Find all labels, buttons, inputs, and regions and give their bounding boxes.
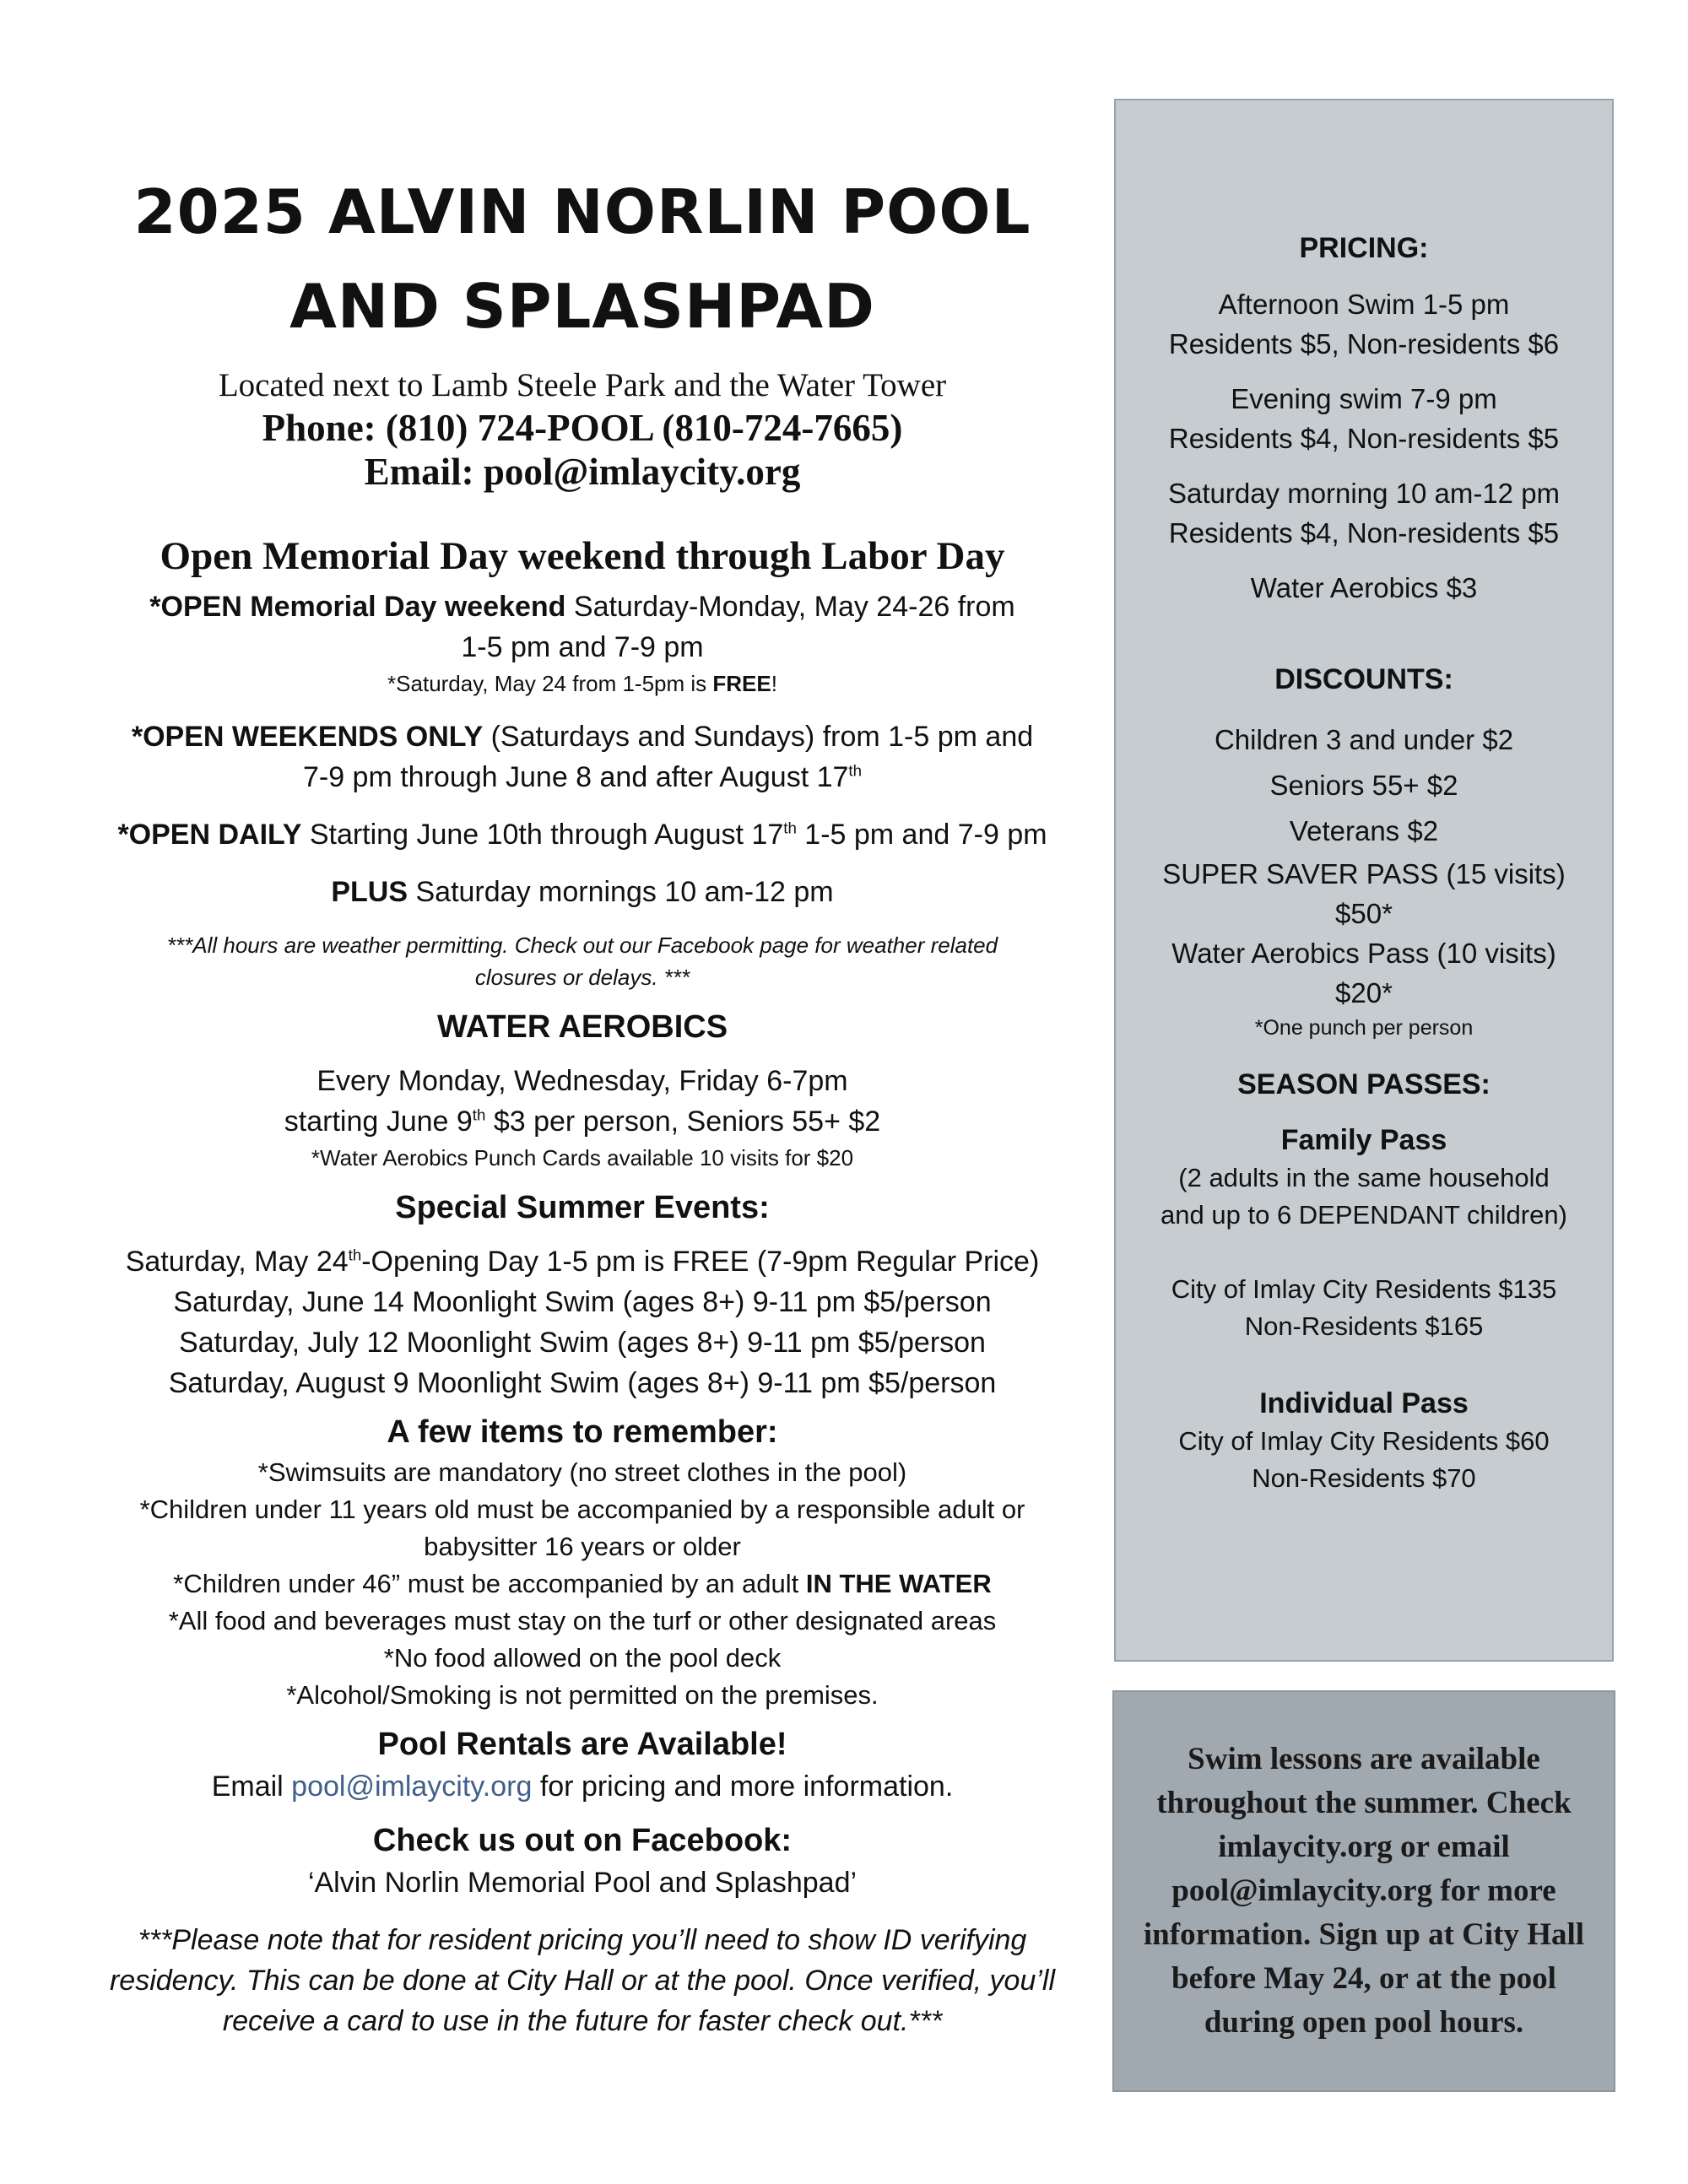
rule-1: *Swimsuits are mandatory (no street clothes in the pool) — [257, 1457, 907, 1487]
plus-rest: Saturday mornings 10 am-12 pm — [408, 876, 834, 908]
price-saturday-label: Saturday morning 10 am-12 pm — [1167, 478, 1561, 509]
price-afternoon-label: Afternoon Swim 1-5 pm — [1218, 289, 1510, 320]
daily-rest-a: Starting June 10th through August 17 — [301, 819, 784, 851]
free-note — [93, 668, 1072, 700]
weekends-line2: 7-9 pm through June 8 and after August 17 — [302, 761, 849, 793]
rentals-text-a: Email — [211, 1770, 292, 1803]
aerobics-heading: WATER AEROBICS — [436, 1009, 728, 1045]
family-resident-price: City of Imlay City Residents $135 — [1171, 1274, 1557, 1304]
event-1-sup: th — [348, 1246, 362, 1264]
location-text: Located next to Lamb Steele Park and the Water Tower — [218, 367, 947, 403]
aerobics-text — [93, 1061, 1072, 1142]
discount-list — [1116, 717, 1612, 854]
main-column — [93, 165, 1072, 2041]
discount-children: Children 3 and under $2 — [1214, 724, 1514, 755]
price-evening-rates: Residents $4, Non-residents $5 — [1168, 423, 1560, 454]
daily-bold: *OPEN DAILY — [117, 819, 302, 851]
page-title — [93, 165, 1072, 354]
rule-2: *Children under 11 years old must be accompanied by a responsible adult or — [139, 1495, 1025, 1524]
plus-text — [93, 872, 1072, 912]
family-pass-prices — [1116, 1271, 1612, 1345]
rule-4: *All food and beverages must stay on the turf or other designated areas — [168, 1606, 997, 1635]
price-aerobics: Water Aerobics $3 — [1250, 572, 1478, 603]
free-note-a: *Saturday, May 24 from 1-5pm is — [387, 671, 713, 696]
residency-line-3: receive a card to use in the future for faster check out.*** — [222, 2005, 943, 2037]
facebook-page: ‘Alvin Norlin Memorial Pool and Splashpad’ — [307, 1867, 858, 1899]
aerobics-line-1: Every Monday, Wednesday, Friday 6-7pm — [316, 1065, 848, 1097]
residency-line-2: residency. This can be done at City Hall or at the pool. Once verified, you’ll — [109, 1965, 1056, 1997]
event-2: Saturday, June 14 Moonlight Swim (ages 8+) 9-11 pm $5/person — [173, 1286, 992, 1318]
swim-lessons-box — [1112, 1690, 1615, 2092]
rules-heading: A few items to remember: — [387, 1414, 778, 1450]
rentals-text — [93, 1766, 1072, 1807]
phone-text: Phone: (810) 724-POOL (810-724-7665) — [262, 407, 903, 449]
price-afternoon — [1116, 284, 1612, 364]
rules-list — [93, 1454, 1072, 1714]
daily-text — [93, 814, 1072, 855]
weekends-bold: *OPEN WEEKENDS ONLY — [131, 721, 484, 753]
discount-seniors: Seniors 55+ $2 — [1269, 770, 1458, 801]
family-pass-details — [1116, 1160, 1612, 1234]
price-afternoon-rates: Residents $5, Non-residents $6 — [1168, 328, 1560, 359]
rule-3-bold: IN THE WATER — [805, 1569, 992, 1598]
pricing-sidebar — [1114, 99, 1614, 1662]
weather-line-2: closures or delays. *** — [474, 965, 690, 990]
free-note-bold: FREE — [712, 671, 771, 696]
weekends-rest: (Saturdays and Sundays) from 1-5 pm and — [483, 721, 1034, 753]
aerobics-line-2a: starting June 9 — [284, 1106, 473, 1138]
title-line-2: AND SPLASHPAD — [289, 271, 875, 342]
individual-pass-prices — [1116, 1423, 1612, 1497]
aerobics-pass-price: $20* — [1335, 977, 1393, 1008]
memorial-bold: *OPEN Memorial Day weekend — [149, 591, 566, 623]
family-pass-heading: Family Pass — [1280, 1124, 1447, 1156]
family-line-2: and up to 6 DEPENDANT children) — [1160, 1200, 1567, 1230]
event-1b: -Opening Day 1-5 pm is FREE (7-9pm Regular Price) — [361, 1246, 1040, 1278]
event-4: Saturday, August 9 Moonlight Swim (ages 8+) 9-11 pm $5/person — [168, 1367, 997, 1399]
email-text: Email: pool@imlaycity.org — [364, 451, 801, 493]
plus-bold: PLUS — [331, 876, 408, 908]
free-note-b: ! — [771, 671, 777, 696]
season-heading: Open Memorial Day weekend through Labor Day — [160, 534, 1005, 578]
punch-note: *One punch per person — [1254, 1016, 1474, 1040]
individual-nonresident-price: Non-Residents $70 — [1252, 1463, 1476, 1493]
weather-note — [93, 929, 1072, 993]
price-evening — [1116, 379, 1612, 458]
swim-lessons-text: Swim lessons are available throughout the summer. Check imlaycity.org or email pool@imlaycity.org for more information. Sign up at City Hall before May 24, or at the pool during open pool hours. — [1143, 1742, 1585, 2040]
price-saturday-rates: Residents $4, Non-residents $5 — [1168, 517, 1560, 549]
discounts-heading: DISCOUNTS: — [1274, 663, 1453, 695]
individual-pass-heading: Individual Pass — [1259, 1387, 1469, 1419]
memorial-rest: Saturday-Monday, May 24-26 from — [565, 591, 1015, 623]
rentals-text-b: for pricing and more information. — [532, 1770, 954, 1803]
rule-2b: babysitter 16 years or older — [424, 1532, 741, 1561]
weather-line-1: ***All hours are weather permitting. Check out our Facebook page for weather related — [166, 933, 998, 958]
individual-resident-price: City of Imlay City Residents $60 — [1178, 1426, 1550, 1456]
daily-rest-b: 1-5 pm and 7-9 pm — [796, 819, 1047, 851]
residency-line-1: ***Please note that for resident pricing you’ll need to show ID verifying — [138, 1924, 1027, 1956]
price-saturday — [1116, 473, 1612, 553]
aerobics-sup: th — [472, 1106, 486, 1124]
event-3: Saturday, July 12 Moonlight Swim (ages 8+) 9-11 pm $5/person — [179, 1327, 986, 1359]
discount-passes — [1116, 854, 1612, 1013]
aerobics-punch: *Water Aerobics Punch Cards available 10 visits for $20 — [311, 1145, 854, 1170]
memorial-weekend-text — [93, 587, 1072, 668]
facebook-heading: Check us out on Facebook: — [372, 1823, 793, 1858]
events-list — [93, 1241, 1072, 1403]
aerobics-line-2b: $3 per person, Seniors 55+ $2 — [485, 1106, 881, 1138]
weekends-text — [93, 716, 1072, 797]
rule-3: *Children under 46” must be accompanied by an adult — [173, 1569, 806, 1598]
weekends-sup: th — [848, 761, 863, 780]
price-evening-label: Evening swim 7-9 pm — [1231, 383, 1497, 414]
super-saver-label: SUPER SAVER PASS (15 visits) — [1162, 858, 1566, 889]
aerobics-pass-label: Water Aerobics Pass (10 visits) — [1171, 938, 1556, 969]
event-1a: Saturday, May 24 — [125, 1246, 349, 1278]
discount-veterans: Veterans $2 — [1289, 815, 1439, 846]
season-passes-heading: SEASON PASSES: — [1237, 1068, 1491, 1100]
residency-note — [93, 1920, 1072, 2041]
rule-5: *No food allowed on the pool deck — [383, 1643, 782, 1673]
title-line-1: 2025 ALVIN NORLIN POOL — [133, 176, 1031, 247]
rentals-heading: Pool Rentals are Available! — [377, 1727, 787, 1762]
pricing-heading: PRICING: — [1299, 232, 1429, 264]
family-line-1: (2 adults in the same household — [1178, 1163, 1550, 1192]
daily-sup: th — [783, 819, 797, 837]
rule-6: *Alcohol/Smoking is not permitted on the premises. — [286, 1680, 879, 1710]
super-saver-price: $50* — [1335, 898, 1393, 929]
memorial-line2: 1-5 pm and 7-9 pm — [461, 631, 704, 663]
rentals-email-link[interactable]: pool@imlaycity.org — [291, 1770, 533, 1803]
events-heading: Special Summer Events: — [395, 1190, 770, 1225]
family-nonresident-price: Non-Residents $165 — [1244, 1311, 1484, 1341]
